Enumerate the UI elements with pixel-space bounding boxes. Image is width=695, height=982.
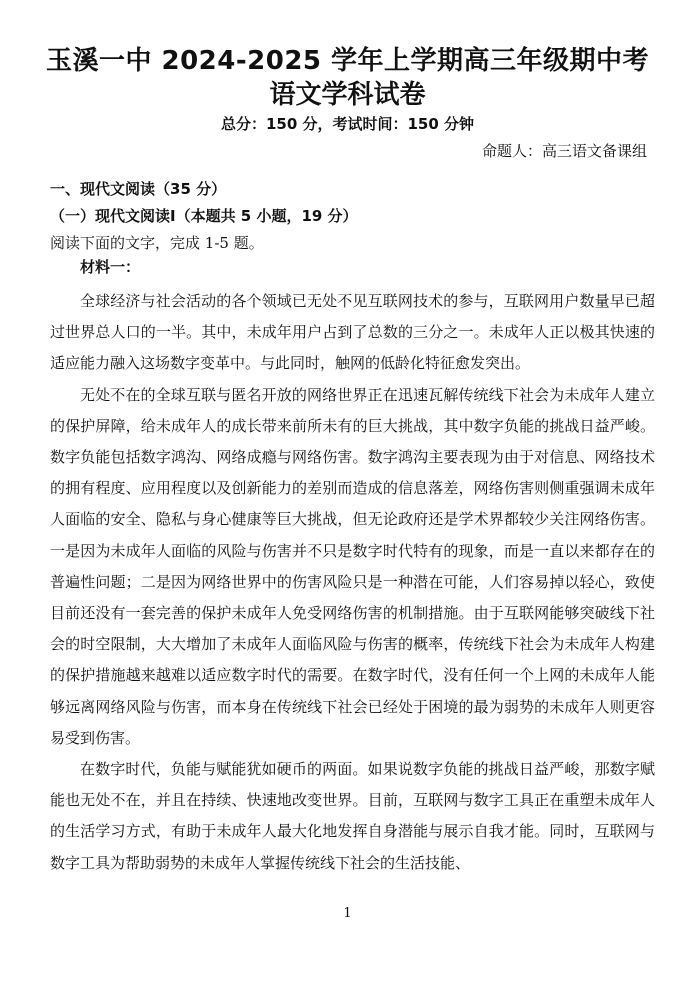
reading-instruction: 阅读下面的文字，完成 1-5 题。 [50,234,264,252]
paragraph-1: 全球经济与社会活动的各个领域已无处不见互联网技术的参与，互联网用户数量早已超过世界总人口的一半。其中，未成年用户占到了总数的三分之一。未成年人正以极其快速的适应能力融入这场数字变革中。与此同时，触网的低龄化特征愈发突出。 [50,292,655,373]
paragraph-3: 在数字时代，负能与赋能犹如硬币的两面。如果说数字负能的挑战日益严峻，那数字赋能也无处不在，并且在持续、快速地改变世界。目前，互联网与数字工具正在重塑未成年人的生活学习方式，有助于未成年人最大化地发挥自身潜能与展示自我才能。同时，互联网与数字工具为帮助弱势的未成年人掌握传统线下社会的生活技能、 [50,760,655,872]
exam-author: 命题人：高三语文备课组 [481,142,647,160]
section-heading-modern-reading: 一、现代文阅读（35 分） [50,180,227,198]
material-body [50,286,655,879]
material-label: 材料一： [80,258,141,276]
paragraph-2: 无处不在的全球互联与匿名开放的网络世界正在迅速瓦解传统线下社会为未成年人建立的保护屏障，给未成年人的成长带来前所未有的巨大挑战，其中数字负能的挑战日益严峻。数字负能包括数字鸿沟、网络成瘾与网络伤害。数字鸿沟主要表现为由于对信息、网络技术的拥有程度、应用程度以及创新能力的差别而造成的信息落差，网络伤害则侧重强调未成年人面临的安全、隐私与身心健康等巨大挑战，但无论政府还是学术界都较少关注网络伤害。一是因为未成年人面临的风险与伤害并不只是数字时代特有的现象，而是一直以来都存在的普遍性问题；二是因为网络世界中的伤害风险只是一种潜在可能，人们容易掉以轻心，致使目前还没有一套完善的保护未成年人免受网络伤害的机制措施。由于互联网能够突破线下社会的时空限制，大大增加了未成年人面临风险与伤害的概率，传统线下社会为未成年人构建的保护措施越来越难以适应数字时代的需要。在数字时代，没有任何一个上网的未成年人能够远离网络风险与伤害，而本身在传统线下社会已经处于困境的最为弱势的未成年人则更容易受到伤害。 [50,385,655,747]
exam-info: 总分：150 分，考试时间：150 分钟 [220,115,475,133]
page-number: 1 [343,906,352,921]
exam-title: 玉溪一中 2024-2025 学年上学期高三年级期中考 [45,46,650,76]
subsection-heading-reading-1: （一）现代文阅读Ⅰ（本题共 5 小题，19 分） [50,207,358,225]
exam-subtitle: 语文学科试卷 [269,80,426,110]
